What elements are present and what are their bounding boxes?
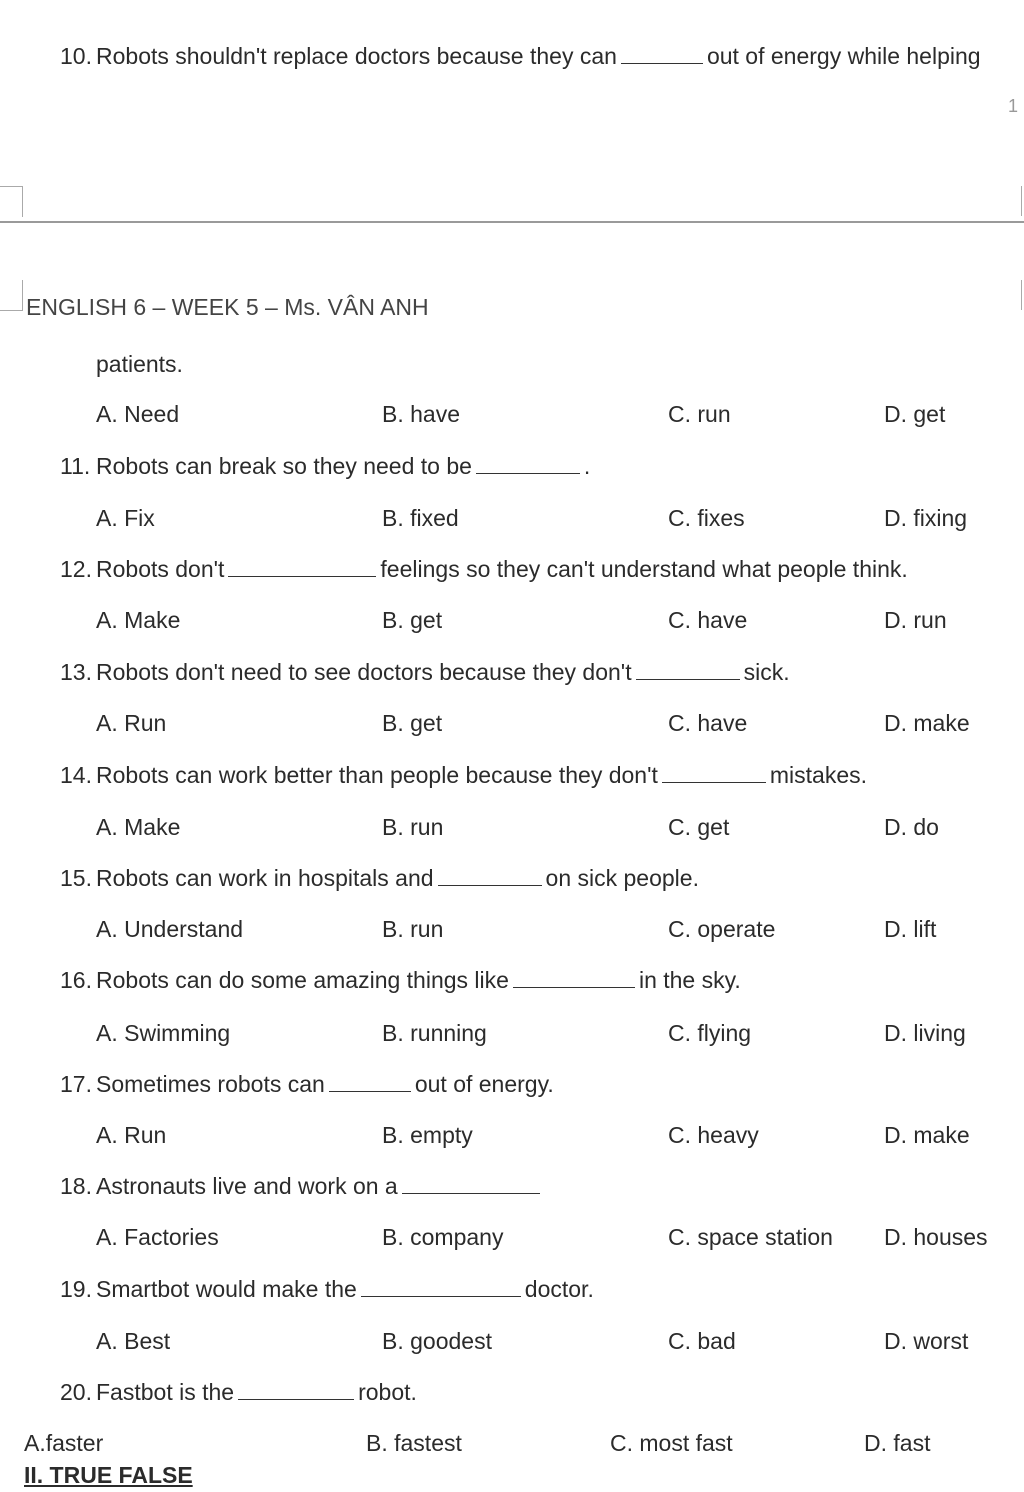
answer-blank — [636, 663, 740, 680]
option-c: C. space station — [668, 1224, 833, 1250]
option-a: A. Run — [96, 1122, 167, 1148]
option-c: C. most fast — [610, 1430, 733, 1456]
option-a: A. Make — [96, 814, 181, 840]
option-b: B. run — [382, 916, 444, 942]
answer-blank — [513, 971, 635, 988]
option-d: D. living — [884, 1020, 966, 1046]
question-text-after: on sick people. — [545, 865, 699, 891]
answer-blank — [402, 1177, 540, 1194]
page-number: 1 — [1007, 96, 1018, 116]
option-b: B. company — [382, 1224, 504, 1250]
option-c: C. have — [668, 607, 748, 633]
question-text-before: Robots can work in hospitals and — [96, 865, 434, 891]
answer-blank — [438, 869, 542, 886]
option-b: B. running — [382, 1020, 487, 1046]
page-corner-mark — [0, 186, 23, 217]
option-c: C. bad — [668, 1328, 736, 1354]
question-number: 16. — [60, 967, 92, 993]
option-d: D. run — [884, 607, 947, 633]
answer-blank — [238, 1383, 354, 1400]
option-c: C. have — [668, 710, 748, 736]
option-b: B. run — [382, 814, 444, 840]
question-number: 13. — [60, 659, 92, 685]
option-d: D. get — [884, 401, 946, 427]
option-b: B. have — [382, 401, 460, 427]
page-corner-mark — [0, 280, 23, 311]
question-text-before: Robots shouldn't replace doctors because they can — [96, 43, 617, 69]
answer-blank — [476, 457, 580, 474]
option-a: A. Swimming — [96, 1020, 231, 1046]
question-text-before: Robots don't — [96, 556, 225, 582]
question-text-after: doctor. — [524, 1276, 594, 1302]
option-a: A.faster — [24, 1430, 104, 1456]
question-text-after: in the sky. — [638, 967, 741, 993]
option-d: D. worst — [884, 1328, 969, 1354]
question-number: 15. — [60, 865, 92, 891]
option-a: A. Fix — [96, 505, 155, 531]
option-b: B. empty — [382, 1122, 473, 1148]
option-d: D. houses — [884, 1224, 988, 1250]
question-number: 18. — [60, 1173, 92, 1199]
section-heading: II. TRUE FALSE — [24, 1462, 193, 1488]
question-number: 11. — [60, 453, 91, 479]
question-number: 12. — [60, 556, 92, 582]
answer-blank — [662, 766, 766, 783]
option-a: A. Need — [96, 401, 180, 427]
option-c: C. get — [668, 814, 730, 840]
option-b: B. get — [382, 710, 443, 736]
option-d: D. fixing — [884, 505, 968, 531]
question-text-before: Fastbot is the — [96, 1379, 235, 1405]
page-break-divider — [0, 221, 1024, 223]
option-a: A. Best — [96, 1328, 171, 1354]
question-number: 20. — [60, 1379, 92, 1405]
option-b: B. fixed — [382, 505, 459, 531]
option-a: A. Make — [96, 607, 181, 633]
option-b: B. fastest — [366, 1430, 462, 1456]
question-number: 10. — [60, 43, 92, 69]
option-b: B. goodest — [382, 1328, 492, 1354]
option-b: B. get — [382, 607, 443, 633]
question-text-after: . — [583, 453, 591, 479]
question-text-after: out of energy while helping — [706, 43, 981, 69]
question-text-after: robot. — [358, 1379, 417, 1405]
question-text-after: feelings so they can't understand what people think. — [380, 556, 908, 582]
option-d: D. fast — [864, 1430, 931, 1456]
question-text-before: Robots can work better than people because they don't — [96, 762, 658, 788]
option-c: C. run — [668, 401, 731, 427]
question-text-before: Robots don't need to see doctors because they don't — [96, 659, 632, 685]
option-c: C. heavy — [668, 1122, 759, 1148]
option-d: D. lift — [884, 916, 937, 942]
answer-blank — [361, 1280, 521, 1297]
option-a: A. Run — [96, 710, 167, 736]
question-10-continuation: patients. — [96, 351, 183, 377]
answer-blank — [621, 47, 703, 64]
option-a: A. Understand — [96, 916, 244, 942]
clipped-previous-row — [60, 0, 960, 8]
option-d: D. do — [884, 814, 939, 840]
question-text-before: Smartbot would make the — [96, 1276, 357, 1302]
question-number: 19. — [60, 1276, 92, 1302]
question-number: 17. — [60, 1071, 92, 1097]
option-c: C. flying — [668, 1020, 752, 1046]
option-d: D. make — [884, 1122, 970, 1148]
option-d: D. make — [884, 710, 970, 736]
page-header: ENGLISH 6 – WEEK 5 – Ms. VÂN ANH — [26, 294, 429, 320]
question-text-after: out of energy. — [414, 1071, 554, 1097]
question-text-after: mistakes. — [769, 762, 868, 788]
option-c: C. fixes — [668, 505, 745, 531]
option-c: C. operate — [668, 916, 776, 942]
question-text-before: Sometimes robots can — [96, 1071, 325, 1097]
question-text-before: Astronauts live and work on a — [96, 1173, 398, 1199]
question-number: 14. — [60, 762, 92, 788]
question-text-after: sick. — [743, 659, 790, 685]
question-text-before: Robots can break so they need to be — [96, 453, 472, 479]
option-a: A. Factories — [96, 1224, 219, 1250]
answer-blank — [228, 560, 376, 577]
answer-blank — [329, 1075, 411, 1092]
question-text-before: Robots can do some amazing things like — [96, 967, 509, 993]
